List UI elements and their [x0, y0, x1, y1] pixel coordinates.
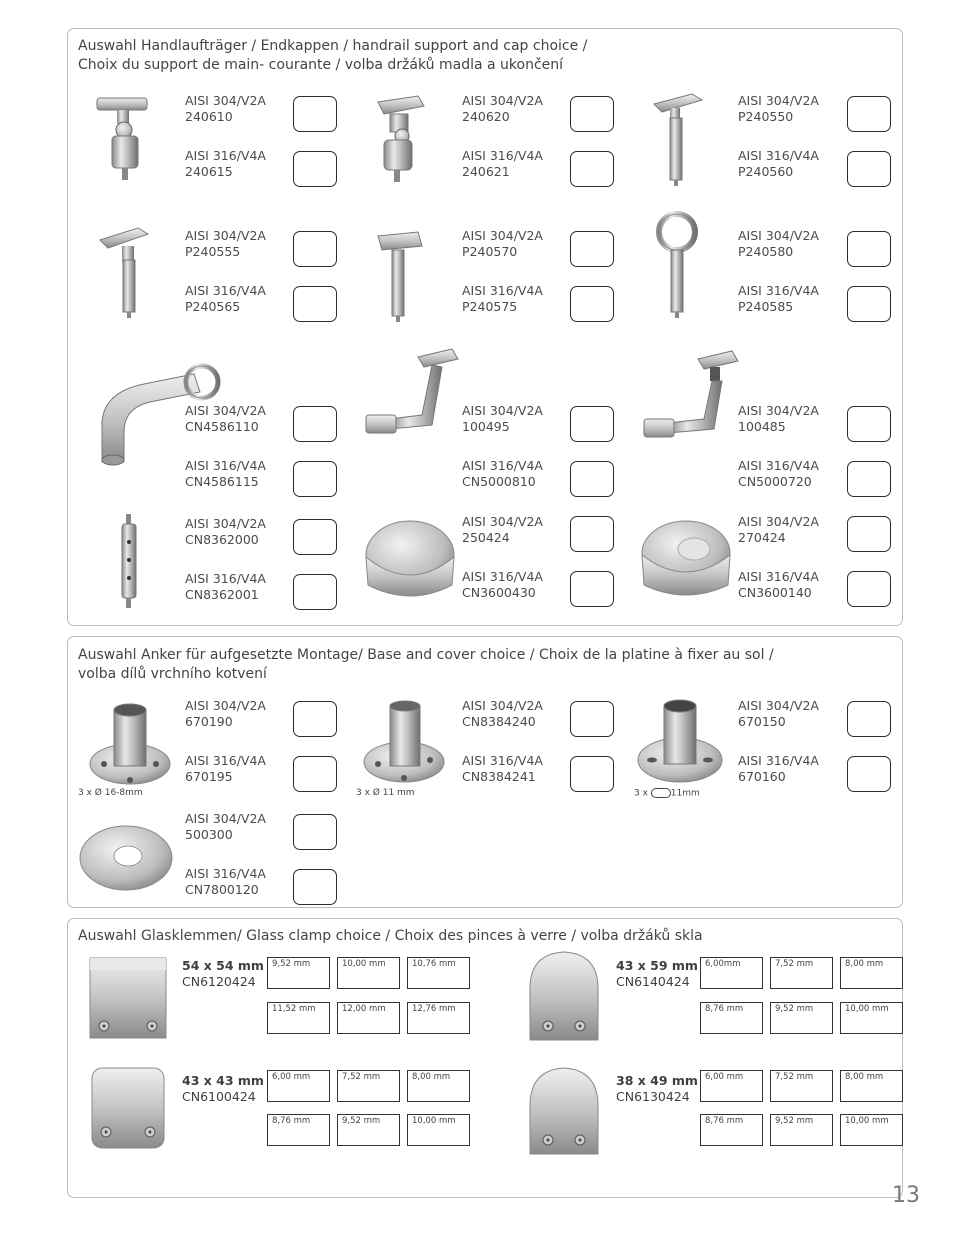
product-label: AISI 304/V2A 250424: [462, 514, 543, 545]
wall-bracket-100495-image: [362, 345, 472, 440]
select-checkbox-CN8384241[interactable]: [570, 756, 614, 792]
thickness-checkbox[interactable]: 6,00 mm: [700, 1070, 763, 1102]
section-title: Auswahl Handlaufträger / Endkappen / handrail support and cap choice / Choix du support de main- courante / volba držáků madla a ukončení: [78, 38, 588, 73]
fixing-hole-note: 3 x Ø 16-8mm: [78, 788, 143, 798]
thickness-checkbox[interactable]: 11,52 mm: [267, 1002, 330, 1034]
thickness-checkbox[interactable]: 10,00 mm: [337, 957, 400, 989]
cover-500300-image: [76, 822, 176, 894]
select-checkbox-CN4586110[interactable]: [293, 406, 337, 442]
select-checkbox-CN8384240[interactable]: [570, 701, 614, 737]
clamp-title: 43 x 59 mm CN6140424: [616, 958, 698, 989]
thickness-checkbox[interactable]: 10,00 mm: [840, 1114, 903, 1146]
product-label: AISI 316/V4A 240615: [185, 148, 266, 179]
product-label: AISI 316/V4A CN8384241: [462, 753, 543, 784]
product-label: AISI 304/V2A CN8362000: [185, 516, 266, 547]
thickness-checkbox[interactable]: 7,52 mm: [770, 1070, 833, 1102]
product-label: AISI 304/V2A P240580: [738, 228, 819, 259]
product-label: AISI 304/V2A P240570: [462, 228, 543, 259]
select-checkbox-670150[interactable]: [847, 701, 891, 737]
support-P240550-image: [648, 90, 708, 190]
end-cap-270424-image: [636, 515, 736, 607]
thickness-checkbox[interactable]: 8,00 mm: [840, 1070, 903, 1102]
product-label: AISI 304/V2A CN8384240: [462, 698, 543, 729]
select-checkbox-P240580[interactable]: [847, 231, 891, 267]
thickness-checkbox[interactable]: 8,76 mm: [700, 1114, 763, 1146]
select-checkbox-P240550[interactable]: [847, 96, 891, 132]
select-checkbox-P240565[interactable]: [293, 286, 337, 322]
select-checkbox-240621[interactable]: [570, 151, 614, 187]
product-label: AISI 316/V4A CN7800120: [185, 866, 266, 897]
thickness-checkbox[interactable]: 12,00 mm: [337, 1002, 400, 1034]
product-label: AISI 304/V2A 670190: [185, 698, 266, 729]
select-checkbox-CN7800120[interactable]: [293, 869, 337, 905]
select-checkbox-CN3600430[interactable]: [570, 571, 614, 607]
select-checkbox-P240575[interactable]: [570, 286, 614, 322]
support-P240580-image: [652, 210, 702, 320]
thickness-checkbox[interactable]: 6,00mm: [700, 957, 763, 989]
thickness-checkbox[interactable]: 8,00 mm: [407, 1070, 470, 1102]
base-670190-image: [86, 700, 174, 790]
product-label: AISI 316/V4A CN3600140: [738, 569, 819, 600]
connector-CN8362000-image: [114, 512, 144, 612]
clamp-CN6120424-image: [86, 954, 170, 1042]
thickness-checkbox[interactable]: 9,52 mm: [267, 957, 330, 989]
thickness-checkbox[interactable]: 9,52 mm: [770, 1114, 833, 1146]
product-label: AISI 304/V2A 100495: [462, 403, 543, 434]
product-label: AISI 304/V2A P240550: [738, 93, 819, 124]
select-checkbox-270424[interactable]: [847, 516, 891, 552]
clamp-CN6100424-image: [86, 1064, 170, 1152]
product-label: AISI 316/V4A P240565: [185, 283, 266, 314]
base-CN8384240-image: [360, 698, 452, 790]
select-checkbox-P240585[interactable]: [847, 286, 891, 322]
thickness-checkbox[interactable]: 10,00 mm: [407, 1114, 470, 1146]
support-240610-image: [92, 92, 162, 187]
thickness-checkbox[interactable]: 7,52 mm: [770, 957, 833, 989]
select-checkbox-670195[interactable]: [293, 756, 337, 792]
clamp-CN6130424-image: [524, 1062, 604, 1158]
select-checkbox-240610[interactable]: [293, 96, 337, 132]
product-label: AISI 304/V2A 670150: [738, 698, 819, 729]
select-checkbox-P240570[interactable]: [570, 231, 614, 267]
clamp-title: 43 x 43 mm CN6100424: [182, 1073, 264, 1104]
select-checkbox-CN5000720[interactable]: [847, 461, 891, 497]
select-checkbox-CN8362001[interactable]: [293, 574, 337, 610]
wall-bracket-100485-image: [638, 345, 748, 440]
end-cap-250424-image: [360, 515, 460, 607]
section-title: Auswahl Anker für aufgesetzte Montage/ Base and cover choice / Choix de la platine à fixer au sol / volba dílů vrchního kotvení: [78, 647, 774, 682]
clamp-title: 54 x 54 mm CN6120424: [182, 958, 264, 989]
support-P240555-image: [96, 222, 156, 322]
select-checkbox-CN3600140[interactable]: [847, 571, 891, 607]
product-label: AISI 304/V2A P240555: [185, 228, 266, 259]
product-label: AISI 316/V4A P240560: [738, 148, 819, 179]
product-label: AISI 316/V4A P240585: [738, 283, 819, 314]
product-label: AISI 304/V2A 270424: [738, 514, 819, 545]
product-label: AISI 304/V2A CN4586110: [185, 403, 266, 434]
thickness-checkbox[interactable]: 8,00 mm: [840, 957, 903, 989]
select-checkbox-670160[interactable]: [847, 756, 891, 792]
page-number: 13: [892, 1183, 920, 1208]
base-670150-image: [634, 698, 728, 790]
oval-hole-icon: [651, 788, 671, 798]
product-label: AISI 316/V4A CN8362001: [185, 571, 266, 602]
select-checkbox-CN4586115[interactable]: [293, 461, 337, 497]
product-label: AISI 316/V4A CN5000810: [462, 458, 543, 489]
clamp-title: 38 x 49 mm CN6130424: [616, 1073, 698, 1104]
thickness-checkbox[interactable]: 7,52 mm: [337, 1070, 400, 1102]
clamp-CN6140424-image: [524, 948, 604, 1044]
product-label: AISI 316/V4A CN5000720: [738, 458, 819, 489]
product-label: AISI 316/V4A 670160: [738, 753, 819, 784]
product-label: AISI 316/V4A P240575: [462, 283, 543, 314]
product-label: AISI 304/V2A 100485: [738, 403, 819, 434]
thickness-checkbox[interactable]: 6,00 mm: [267, 1070, 330, 1102]
fixing-hole-note: 3 x Ø 11 mm: [356, 788, 415, 798]
select-checkbox-100485[interactable]: [847, 406, 891, 442]
select-checkbox-CN5000810[interactable]: [570, 461, 614, 497]
product-label: AISI 304/V2A 240620: [462, 93, 543, 124]
thickness-checkbox[interactable]: 12,76 mm: [407, 1002, 470, 1034]
select-checkbox-250424[interactable]: [570, 516, 614, 552]
support-P240570-image: [370, 226, 430, 326]
select-checkbox-240615[interactable]: [293, 151, 337, 187]
thickness-checkbox[interactable]: 10,76 mm: [407, 957, 470, 989]
select-checkbox-P240560[interactable]: [847, 151, 891, 187]
select-checkbox-670190[interactable]: [293, 701, 337, 737]
select-checkbox-240620[interactable]: [570, 96, 614, 132]
product-label: AISI 316/V4A CN4586115: [185, 458, 266, 489]
product-label: AISI 304/V2A 240610: [185, 93, 266, 124]
product-label: AISI 316/V4A 240621: [462, 148, 543, 179]
fixing-hole-note: 3 x 11mm: [634, 788, 700, 799]
thickness-checkbox[interactable]: 9,52 mm: [770, 1002, 833, 1034]
select-checkbox-P240555[interactable]: [293, 231, 337, 267]
product-label: AISI 316/V4A CN3600430: [462, 569, 543, 600]
select-checkbox-500300[interactable]: [293, 814, 337, 850]
thickness-checkbox[interactable]: 8,76 mm: [267, 1114, 330, 1146]
product-label: AISI 304/V2A 500300: [185, 811, 266, 842]
section-title: Auswahl Glasklemmen/ Glass clamp choice / Choix des pinces à verre / volba držáků skla: [78, 928, 703, 944]
product-label: AISI 316/V4A 670195: [185, 753, 266, 784]
thickness-checkbox[interactable]: 8,76 mm: [700, 1002, 763, 1034]
thickness-checkbox[interactable]: 9,52 mm: [337, 1114, 400, 1146]
select-checkbox-CN8362000[interactable]: [293, 519, 337, 555]
support-240620-image: [368, 92, 438, 187]
thickness-checkbox[interactable]: 10,00 mm: [840, 1002, 903, 1034]
select-checkbox-100495[interactable]: [570, 406, 614, 442]
